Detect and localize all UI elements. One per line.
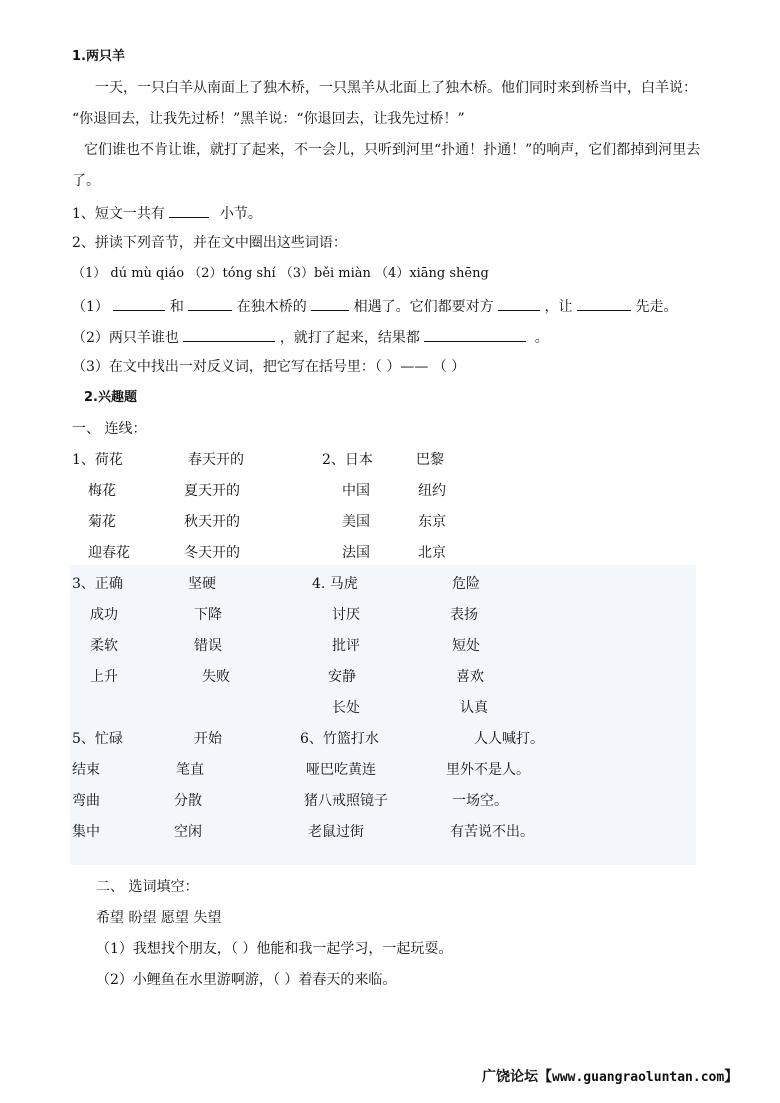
- match-item[interactable]: 人人喊打。: [474, 731, 544, 747]
- match-item[interactable]: 柔软: [90, 638, 118, 654]
- fill-2-text: （2）两只羊谁也: [72, 330, 179, 346]
- match-item[interactable]: 老鼠过街: [308, 824, 364, 840]
- word-bank: 希望 盼望 愿望 失望: [96, 910, 222, 926]
- match-item[interactable]: 中国: [342, 483, 370, 499]
- fill-1-text: ，让: [544, 299, 573, 315]
- question-2: 2、拼读下列音节，并在文中圈出这些词语：: [72, 235, 347, 251]
- match-item[interactable]: 夏天开的: [184, 483, 240, 499]
- match-item[interactable]: 弯曲: [72, 793, 100, 809]
- match-item[interactable]: 春天开的: [188, 452, 244, 468]
- match-item[interactable]: 里外不是人。: [446, 762, 530, 778]
- match-item[interactable]: 分散: [174, 793, 202, 809]
- footer-watermark: [482, 1068, 738, 1087]
- fill-question-1: [72, 296, 677, 316]
- section-1-title: 1.两只羊: [72, 49, 125, 64]
- match-item[interactable]: 开始: [194, 731, 222, 747]
- match-item[interactable]: 3、正确: [72, 576, 123, 592]
- match-item[interactable]: 一场空。: [452, 793, 508, 809]
- match-item[interactable]: 安静: [328, 669, 356, 685]
- match-item[interactable]: 上升: [90, 669, 118, 685]
- answer-blank[interactable]: [424, 327, 526, 342]
- fill-1-text: 相遇了。它们都要对方: [353, 299, 494, 315]
- passage-line-4: 了。: [72, 173, 100, 189]
- match-item[interactable]: 法国: [342, 545, 370, 561]
- passage-line-2: “你退回去，让我先过桥！”黑羊说：“你退回去，让我先过桥！”: [72, 111, 465, 127]
- answer-blank[interactable]: [498, 296, 540, 311]
- section-2-title: 2.兴趣题: [84, 390, 137, 405]
- match-item[interactable]: 表扬: [450, 607, 478, 623]
- question-1: [72, 203, 262, 223]
- match-item[interactable]: 认真: [460, 700, 488, 716]
- answer-blank[interactable]: [311, 296, 349, 311]
- choice-question-1: （1）我想找个朋友，（ ）他能和我一起学习，一起玩耍。: [96, 941, 453, 957]
- match-item[interactable]: 错误: [194, 638, 222, 654]
- match-item[interactable]: 美国: [342, 514, 370, 530]
- fill-1-text: 在独木桥的: [236, 299, 307, 315]
- match-item[interactable]: 哑巴吃黄连: [306, 762, 376, 778]
- footer-url[interactable]: www.guangraoluntan.com: [552, 1070, 725, 1085]
- question-1-suffix: 小节。: [219, 206, 262, 222]
- part-1-heading: 一、 连线：: [72, 421, 147, 437]
- fill-2-text: 。: [534, 330, 549, 346]
- passage-line-1: 一天，一只白羊从南面上了独木桥，一只黑羊从北面上了独木桥。他们同时来到桥当中，白羊说：: [95, 80, 697, 96]
- match-item[interactable]: 秋天开的: [184, 514, 240, 530]
- match-item[interactable]: 讨厌: [332, 607, 360, 623]
- match-item[interactable]: 空闲: [174, 824, 202, 840]
- match-item[interactable]: 北京: [418, 545, 446, 561]
- answer-blank[interactable]: [577, 296, 631, 311]
- choice-question-2: （2）小鲤鱼在水里游啊游，（ ）着春天的来临。: [96, 972, 397, 988]
- passage-line-3: 它们谁也不肯让谁，就打了起来，不一会儿，只听到河里“扑通！扑通！”的响声，它们都掉到河里去: [84, 142, 701, 158]
- answer-blank[interactable]: [183, 327, 275, 342]
- match-item[interactable]: 危险: [452, 576, 480, 592]
- match-item[interactable]: 冬天开的: [184, 545, 240, 561]
- answer-blank[interactable]: [188, 296, 232, 311]
- fill-1-text: 和: [169, 299, 184, 315]
- fill-1-label: （1）: [72, 299, 109, 315]
- match-item[interactable]: 成功: [90, 607, 118, 623]
- match-item[interactable]: 下降: [194, 607, 222, 623]
- match-item[interactable]: 菊花: [88, 514, 116, 530]
- fill-question-3: （3）在文中找出一对反义词，把它写在括号里：（ ）—— （ ）: [72, 359, 466, 375]
- match-item[interactable]: 有苦说不出。: [450, 824, 534, 840]
- match-item[interactable]: 巴黎: [416, 452, 444, 468]
- match-item[interactable]: 梅花: [88, 483, 116, 499]
- match-item[interactable]: 批评: [332, 638, 360, 654]
- answer-blank[interactable]: [169, 203, 209, 218]
- match-item[interactable]: 集中: [72, 824, 100, 840]
- match-item[interactable]: 4. 马虎: [312, 576, 358, 592]
- match-item[interactable]: 迎春花: [88, 545, 130, 561]
- footer-brand: 广饶论坛【: [482, 1069, 552, 1085]
- fill-1-text: 先走。: [635, 299, 678, 315]
- match-item[interactable]: 6、竹篮打水: [300, 731, 379, 747]
- match-item[interactable]: 喜欢: [456, 669, 484, 685]
- match-item[interactable]: 东京: [418, 514, 446, 530]
- match-item[interactable]: 短处: [452, 638, 480, 654]
- match-item[interactable]: 坚硬: [188, 576, 216, 592]
- answer-blank[interactable]: [113, 296, 165, 311]
- match-item[interactable]: 猪八戒照镜子: [304, 793, 388, 809]
- footer-bracket: 】: [724, 1069, 739, 1085]
- match-item[interactable]: 纽约: [418, 483, 446, 499]
- match-item[interactable]: 1、荷花: [72, 452, 123, 468]
- shaded-panel: [70, 565, 696, 865]
- match-item[interactable]: 失败: [202, 669, 230, 685]
- question-1-text: 1、短文一共有: [72, 206, 165, 222]
- fill-2-text: ，就打了起来，结果都: [279, 330, 420, 346]
- fill-question-2: [72, 327, 549, 347]
- match-item[interactable]: 2、日本: [322, 452, 373, 468]
- match-item[interactable]: 5、忙碌: [72, 731, 123, 747]
- match-item[interactable]: 笔直: [176, 762, 204, 778]
- match-item[interactable]: 结束: [72, 762, 100, 778]
- match-item[interactable]: 长处: [332, 700, 360, 716]
- part-2-heading: 二、 选词填空：: [96, 879, 199, 895]
- pinyin-line: （1） dú mù qiáo （2）tóng shí （3）běi miàn （4）xiāng shēng: [72, 266, 489, 281]
